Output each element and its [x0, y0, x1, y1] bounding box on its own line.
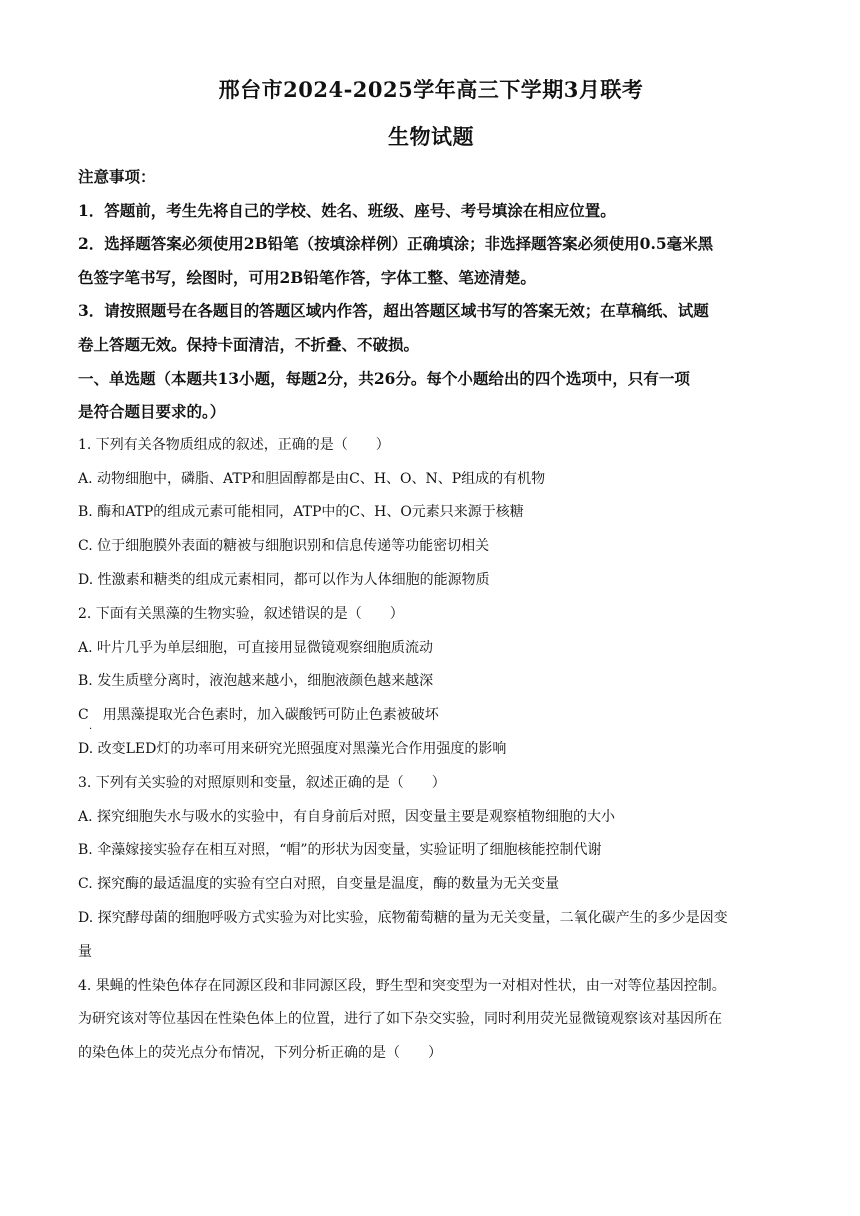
- question-stem-line: 4. 果蝇的性染色体存在同源区段和非同源区段，野生型和突变型为一对相对性状，由一对等位基因控制。: [78, 977, 726, 994]
- notice-item: 2．选择题答案必须使用2B铅笔（按填涂样例）正确填涂；非选择题答案必须使用0.5毫米黑: [78, 234, 714, 254]
- option-c-text: C 用黑藻提取光合色素时，加入碳酸钙可防止色素被破坏: [78, 707, 439, 724]
- notice-item: 1．答题前，考生先将自己的学校、姓名、班级、座号、考号填涂在相应位置。: [78, 200, 616, 220]
- question-1: [78, 429, 784, 598]
- option-c: C. 探究酶的最适温度的实验有空白对照，自变量是温度，酶的数量为无关变量: [78, 876, 560, 893]
- option-a: A. 探究细胞失水与吸水的实验中，有自身前后对照，因变量主要是观察植物细胞的大小: [78, 808, 616, 825]
- notice-item: 色签字笔书写，绘图时，可用2B铅笔作答，字体工整、笔迹清楚。: [78, 267, 536, 287]
- option-d-continued: 量: [78, 943, 92, 960]
- question-stem: 1. 下列有关各物质组成的叙述，正确的是（ ）: [78, 436, 390, 453]
- exam-page: [78, 72, 784, 1071]
- option-b: B. 伞藻嫁接实验存在相互对照，“帽”的形状为因变量，实验证明了细胞核能控制代谢: [78, 842, 602, 859]
- option-a: A. 动物细胞中，磷脂、ATP和胆固醇都是由C、H、O、N、P组成的有机物: [78, 470, 546, 487]
- question-stem-line: 为研究该对等位基因在性染色体上的位置，进行了如下杂交实验，同时利用荧光显微镜观察该对基因所在: [78, 1011, 722, 1028]
- option-a: A. 叶片几乎为单层细胞，可直接用显微镜观察细胞质流动: [78, 639, 434, 656]
- section-heading: [78, 362, 784, 429]
- section-heading-line: 一、单选题（本题共13小题，每题2分，共26分。每个小题给出的四个选项中，只有一项: [78, 368, 690, 388]
- option-b: B. 酶和ATP的组成元素可能相同，ATP中的C、H、O元素只来源于核糖: [78, 504, 524, 521]
- question-3: [78, 767, 784, 970]
- stray-dot-mark: ·: [89, 724, 93, 736]
- page-title: 邢台市2024-2025学年高三下学期3月联考: [218, 77, 644, 102]
- option-c: C. 位于细胞膜外表面的糖被与细胞识别和信息传递等功能密切相关: [78, 538, 490, 555]
- section-heading-line: 是符合题目要求的。）: [78, 402, 226, 422]
- question-stem: 2. 下面有关黑藻的生物实验，叙述错误的是（ ）: [78, 605, 404, 622]
- notice-heading: 注意事项：: [78, 167, 156, 186]
- question-4: [78, 970, 784, 1071]
- option-c: [78, 699, 784, 736]
- notice-item: 3．请按照题号在各题目的答题区域内作答，超出答题区域书写的答案无效；在草稿纸、试题: [78, 301, 709, 321]
- page-subtitle: 生物试题: [388, 124, 474, 149]
- notice-item: 卷上答题无效。保持卡面清洁，不折叠、不破损。: [78, 334, 420, 354]
- question-stem: 3. 下列有关实验的对照原则和变量，叙述正确的是（ ）: [78, 774, 446, 791]
- option-d: D. 性激素和糖类的组成元素相同，都可以作为人体细胞的能源物质: [78, 571, 490, 588]
- option-d: D. 探究酵母菌的细胞呼吸方式实验为对比实验，底物葡萄糖的量为无关变量，二氧化碳产生的多少是因变: [78, 909, 728, 926]
- notice-block: [78, 160, 784, 362]
- option-b: B. 发生质壁分离时，液泡越来越小，细胞液颜色越来越深: [78, 673, 434, 690]
- option-d: D. 改变LED灯的功率可用来研究光照强度对黑藻光合作用强度的影响: [78, 740, 507, 757]
- question-2: [78, 598, 784, 767]
- question-stem-line: 的染色体上的荧光点分布情况，下列分析正确的是（ ）: [78, 1045, 442, 1062]
